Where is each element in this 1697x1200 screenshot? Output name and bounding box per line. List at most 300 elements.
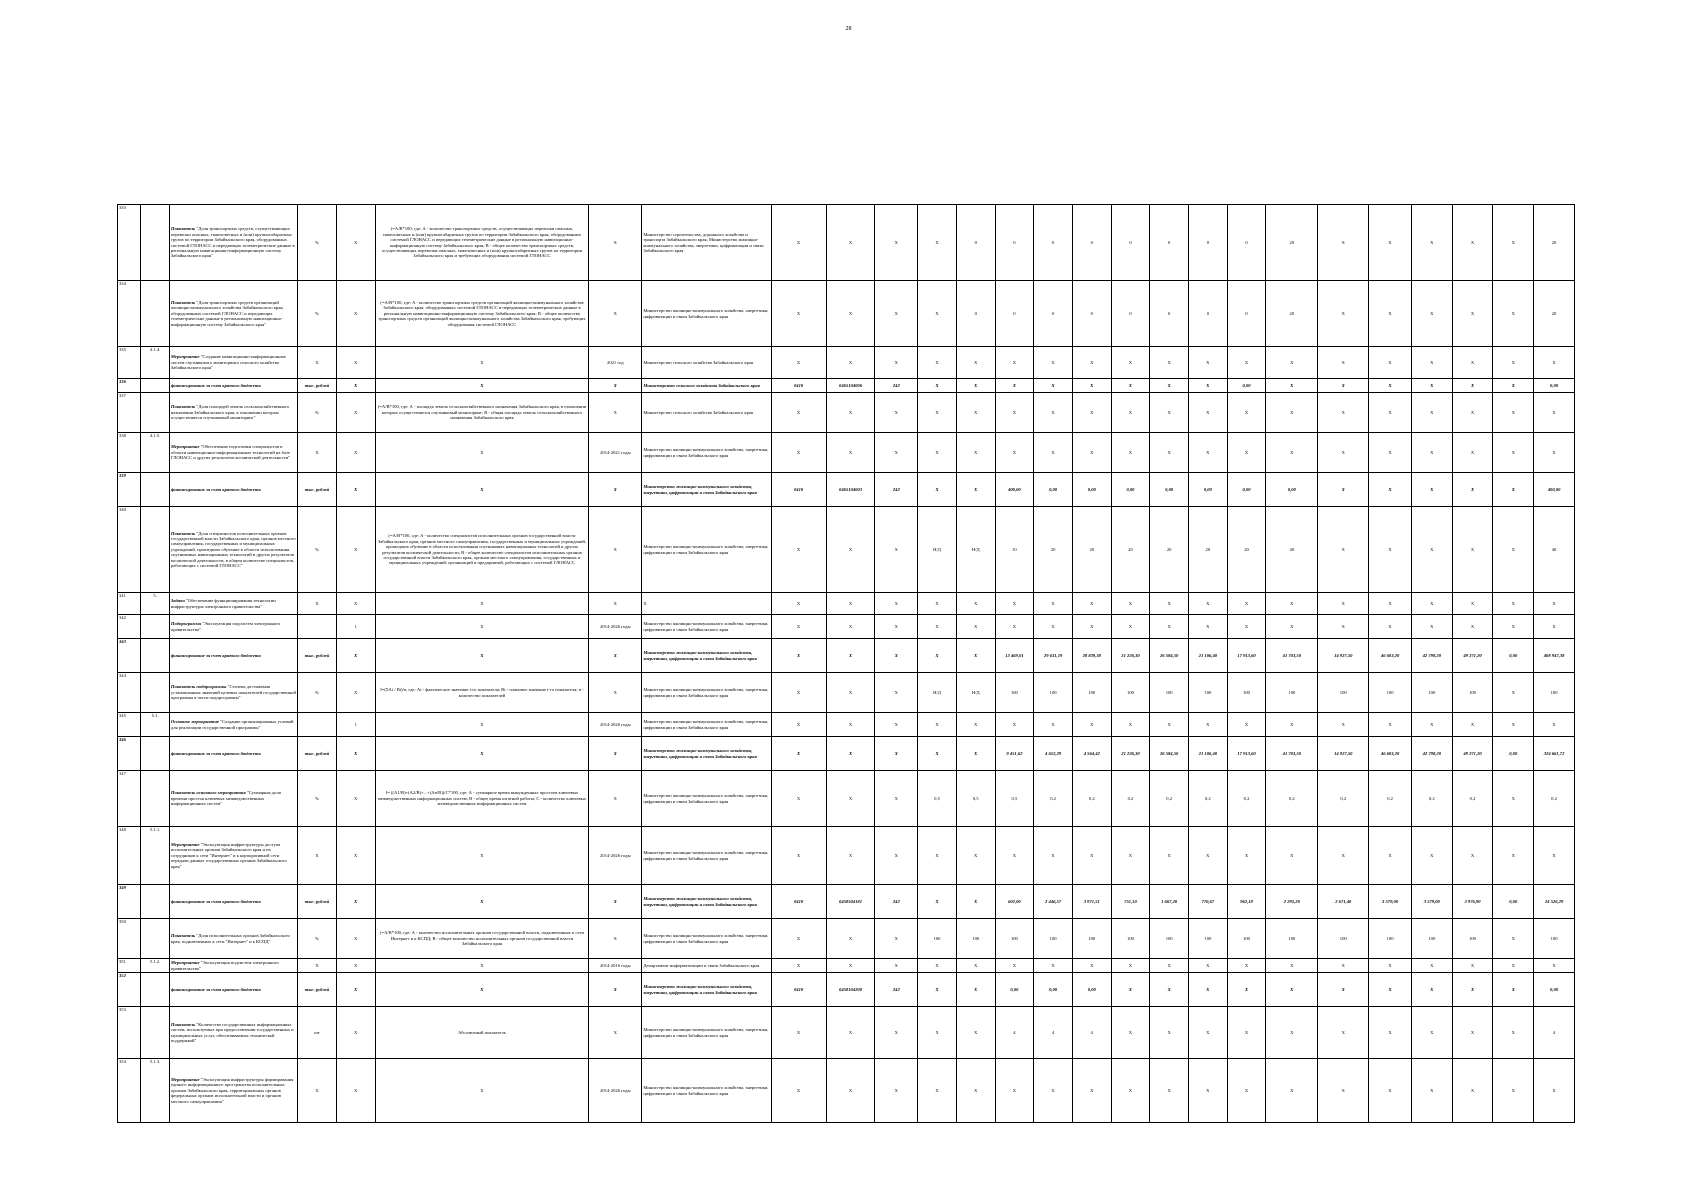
- value-cell: 26 584,50: [1150, 737, 1189, 771]
- period-cell: Х: [589, 919, 642, 959]
- value-cell: Х: [1534, 713, 1575, 737]
- value-cell: Х: [995, 615, 1034, 639]
- value-cell: Х: [1034, 959, 1073, 973]
- value-cell: 0,00: [1227, 473, 1266, 507]
- value-cell: Х: [771, 593, 826, 615]
- weight-cell: Х: [336, 507, 375, 593]
- value-cell: Х: [995, 713, 1034, 737]
- value-cell: Х: [1189, 379, 1228, 393]
- value-cell: Х: [1369, 473, 1412, 507]
- value-cell: Х: [771, 673, 826, 713]
- value-cell: Х: [826, 959, 875, 973]
- period-cell: Х: [589, 473, 642, 507]
- value-cell: Х: [1493, 507, 1534, 593]
- value-cell: Х: [918, 433, 957, 473]
- table-row: [118, 393, 1575, 433]
- value-cell: Х: [1411, 433, 1452, 473]
- value-cell: Х: [771, 737, 826, 771]
- formula-cell: (=А/В*100, где: А - площадь земель сельскохозяйственного назначения Забайкальского края, в отношении которых осуществляется спутниковый мониторинг; В - общая площадь земель сельскохозяйственного назначения Забайкальского края: [375, 393, 589, 433]
- value-cell: 2 671,40: [1318, 885, 1369, 919]
- value-cell: 24 526,29: [1534, 885, 1575, 919]
- row-name-cell: [169, 473, 297, 507]
- value-cell: Х: [1369, 347, 1412, 379]
- unit-cell: %: [298, 281, 337, 347]
- row-code-cell: [141, 737, 170, 771]
- weight-cell: Х: [336, 827, 375, 885]
- value-cell: Х: [1411, 827, 1452, 885]
- row-code-cell: [141, 1007, 170, 1059]
- row-type-label: Показатель: [170, 404, 196, 410]
- value-cell: Х: [826, 673, 875, 713]
- table-row: [118, 593, 1575, 615]
- value-cell: Х: [875, 507, 918, 593]
- row-number-cell: 342: [118, 615, 141, 639]
- formula-cell: Х: [375, 1059, 589, 1123]
- value-cell: 100: [1318, 673, 1369, 713]
- formula-cell: (=А/В*100, где: А - количество транспортных средств организаций жилищно-коммунального хозяйства Забайкальского края, оборудованных системой ГЛОНАСС и передающих телеметрические данные в региональную навигационно-информационную систему Забайкальского края; В - общее количество транспортных средств организаций жилищно-коммунального хозяйства Забайкальского края, требующих оборудования системой ГЛОНАСС: [375, 281, 589, 347]
- value-cell: Х: [771, 347, 826, 379]
- value-cell: 20: [1189, 507, 1228, 593]
- weight-cell: Х: [336, 673, 375, 713]
- value-cell: Х: [1034, 379, 1073, 393]
- value-cell: 21 226,30: [1111, 737, 1150, 771]
- value-cell: Х: [918, 1007, 957, 1059]
- table-row: [118, 639, 1575, 673]
- value-cell: Х: [1318, 205, 1369, 281]
- row-type-label: финансирование за счет краевого бюджета: [170, 898, 261, 904]
- value-cell: 29 631,19: [1034, 639, 1073, 673]
- formula-cell: Х: [375, 827, 589, 885]
- value-cell: Х: [1111, 393, 1150, 433]
- period-cell: 2021 год: [589, 347, 642, 379]
- value-cell: Х: [1189, 973, 1228, 1007]
- value-cell: 20: [1150, 507, 1189, 593]
- row-name-cell: [169, 615, 297, 639]
- value-cell: 0: [956, 205, 995, 281]
- table-row: [118, 713, 1575, 737]
- weight-cell: Х: [336, 1007, 375, 1059]
- value-cell: Х: [1150, 393, 1189, 433]
- unit-cell: %: [298, 919, 337, 959]
- value-cell: Х: [1493, 673, 1534, 713]
- value-cell: Х: [1369, 507, 1412, 593]
- value-cell: 0: [1227, 281, 1266, 347]
- formula-cell: Х: [375, 379, 589, 393]
- value-cell: Х: [1318, 973, 1369, 1007]
- responsible-cell: Министерство жилищно-коммунального хозяйства, энергетики, цифровизации и связи Забайкальского края: [642, 713, 771, 737]
- value-cell: Х: [1111, 347, 1150, 379]
- unit-cell: %: [298, 507, 337, 593]
- row-type-label: Показатель: [170, 299, 196, 305]
- row-name-text: "Создание организационных условий для реализации государственной программы": [170, 719, 294, 730]
- row-number-cell: 347: [118, 771, 141, 827]
- responsible-cell: Министерство жилищно-коммунального хозяйства, энергетики, цифровизации и связи Забайкальского края: [642, 1007, 771, 1059]
- value-cell: Х: [875, 771, 918, 827]
- value-cell: Х: [1534, 433, 1575, 473]
- value-cell: 17 913,60: [1227, 639, 1266, 673]
- value-cell: 20: [1534, 281, 1575, 347]
- value-cell: 751,10: [1111, 885, 1150, 919]
- value-cell: 100: [1452, 673, 1493, 713]
- value-cell: 100: [1111, 673, 1150, 713]
- row-type-label: Показатель: [170, 1021, 196, 1027]
- value-cell: Х: [956, 959, 995, 973]
- row-code-cell: 5.1.: [141, 713, 170, 737]
- value-cell: 0410: [771, 379, 826, 393]
- value-cell: Х: [995, 827, 1034, 885]
- value-cell: Х: [918, 1059, 957, 1123]
- value-cell: 2 295,20: [1266, 885, 1318, 919]
- unit-cell: Х: [298, 959, 337, 973]
- row-number-cell: 350: [118, 919, 141, 959]
- value-cell: Х: [1266, 713, 1318, 737]
- value-cell: Х: [1189, 1007, 1228, 1059]
- value-cell: Х: [1318, 827, 1369, 885]
- value-cell: Х: [1150, 433, 1189, 473]
- row-name-cell: [169, 827, 297, 885]
- value-cell: 100: [1189, 673, 1228, 713]
- value-cell: Х: [1452, 347, 1493, 379]
- formula-cell: Х: [375, 347, 589, 379]
- value-cell: Х: [1227, 973, 1266, 1007]
- value-cell: Х: [1452, 615, 1493, 639]
- value-cell: Х: [1227, 713, 1266, 737]
- period-cell: 2014-2016 годы: [589, 959, 642, 973]
- row-name-cell: [169, 379, 297, 393]
- value-cell: 0,2: [1452, 771, 1493, 827]
- value-cell: 40: [1534, 507, 1575, 593]
- value-cell: Х: [1534, 347, 1575, 379]
- value-cell: Х: [1452, 1059, 1493, 1123]
- value-cell: 100: [1411, 919, 1452, 959]
- period-cell: Х: [589, 973, 642, 1007]
- value-cell: Х: [1534, 827, 1575, 885]
- value-cell: Х: [956, 1007, 995, 1059]
- responsible-cell: Министерство жилищно-коммунального хозяйства, энергетики, цифровизации и связи Забайкальского края: [642, 827, 771, 885]
- unit-cell: Х: [298, 1059, 337, 1123]
- value-cell: 49 271,20: [1452, 737, 1493, 771]
- value-cell: Х: [956, 615, 995, 639]
- value-cell: Х: [1452, 473, 1493, 507]
- value-cell: Х: [1534, 1059, 1575, 1123]
- responsible-cell: Министерство жилищно-коммунального хозяйства, энергетики, цифровизации и связи Забайкальского края: [642, 615, 771, 639]
- value-cell: Х: [1411, 473, 1452, 507]
- row-number-cell: 346: [118, 737, 141, 771]
- weight-cell: Х: [336, 919, 375, 959]
- value-cell: Х: [918, 473, 957, 507]
- value-cell: Х: [1493, 205, 1534, 281]
- value-cell: Х: [1227, 959, 1266, 973]
- responsible-cell: Министерство жилищно-коммунального хозяйства, энергетики, цифровизации и связи Забайкальского края: [642, 919, 771, 959]
- value-cell: Х: [1266, 433, 1318, 473]
- value-cell: Х: [1318, 593, 1369, 615]
- value-cell: 0,2: [1266, 771, 1318, 827]
- value-cell: 0: [1034, 205, 1073, 281]
- value-cell: Х: [1034, 433, 1073, 473]
- value-cell: 400,00: [995, 473, 1034, 507]
- table-row: [118, 379, 1575, 393]
- row-name-cell: [169, 205, 297, 281]
- row-name-text: "Эксплуатация подсистем электронного правительства": [170, 960, 279, 971]
- value-cell: Х: [1034, 593, 1073, 615]
- row-code-cell: 4.1.5.: [141, 433, 170, 473]
- value-cell: Х: [875, 713, 918, 737]
- row-number-cell: 338: [118, 433, 141, 473]
- row-number-cell: 348: [118, 827, 141, 885]
- value-cell: Х: [1369, 615, 1412, 639]
- value-cell: Х: [1034, 615, 1073, 639]
- formula-cell: Х: [375, 737, 589, 771]
- value-cell: Х: [1150, 379, 1189, 393]
- table-row: [118, 885, 1575, 919]
- value-cell: 0410: [771, 473, 826, 507]
- value-cell: Х: [1227, 593, 1266, 615]
- value-cell: Х: [1411, 379, 1452, 393]
- value-cell: Х: [1452, 379, 1493, 393]
- value-cell: Х: [771, 281, 826, 347]
- value-cell: 0410: [771, 885, 826, 919]
- value-cell: Х: [1111, 973, 1150, 1007]
- row-number-cell: 335: [118, 347, 141, 379]
- unit-cell: [298, 615, 337, 639]
- value-cell: 20: [1072, 507, 1111, 593]
- value-cell: Х: [771, 507, 826, 593]
- responsible-cell: Министерство жилищно-коммунального хозяйства, энергетики, цифровизации и связи Забайкальского края: [642, 885, 771, 919]
- value-cell: Х: [1452, 433, 1493, 473]
- row-type-label: Подпрограмма: [170, 621, 202, 627]
- value-cell: Х: [1369, 205, 1412, 281]
- responsible-cell: Министерство жилищно-коммунального хозяйства, энергетики, цифровизации и связи Забайкальского края: [642, 737, 771, 771]
- period-cell: 2014-2026 годы: [589, 615, 642, 639]
- row-name-cell: [169, 771, 297, 827]
- value-cell: Х: [1411, 347, 1452, 379]
- value-cell: 14 927,50: [1318, 639, 1369, 673]
- row-code-cell: [141, 673, 170, 713]
- value-cell: 40: [1266, 507, 1318, 593]
- value-cell: 100: [1227, 919, 1266, 959]
- row-type-label: Основное мероприятие: [170, 719, 219, 725]
- row-type-label: Задача: [170, 598, 185, 604]
- value-cell: Х: [826, 281, 875, 347]
- period-cell: Х: [589, 281, 642, 347]
- value-cell: Х: [1493, 593, 1534, 615]
- value-cell: Х: [1411, 973, 1452, 1007]
- period-cell: 2014-2026 годы: [589, 713, 642, 737]
- unit-cell: %: [298, 673, 337, 713]
- formula-cell: (=А/В*100, где: А - количество исполнительных органов государственной власти, подключенных к сети Интернет и к КСПД; В - общее количество исполнительных органов государственной власти Забайкальского края: [375, 919, 589, 959]
- value-cell: Х: [771, 1059, 826, 1123]
- responsible-cell: Министерство жилищно-коммунального хозяйства, энергетики, цифровизации и связи Забайкальского края: [642, 771, 771, 827]
- value-cell: 0,00: [1493, 639, 1534, 673]
- value-cell: Х: [1411, 615, 1452, 639]
- value-cell: Х: [1034, 713, 1073, 737]
- value-cell: 4 652,29: [1034, 737, 1073, 771]
- value-cell: Х: [875, 393, 918, 433]
- value-cell: Х: [1318, 615, 1369, 639]
- value-cell: Х: [1111, 593, 1150, 615]
- value-cell: Х: [1150, 973, 1189, 1007]
- row-type-label: Показатель подпрограммы: [170, 684, 227, 690]
- value-cell: 100: [1369, 919, 1412, 959]
- weight-cell: Х: [336, 281, 375, 347]
- row-name-text: "Доля площадей земель сельскохозяйственного назначения Забайкальского края, в отношении которых осуществляется спутниковый мониторинг": [170, 404, 290, 421]
- value-cell: 0,2: [1369, 771, 1412, 827]
- value-cell: Х: [1266, 593, 1318, 615]
- value-cell: Х: [1493, 713, 1534, 737]
- responsible-cell: Министерство жилищно-коммунального хозяйства, энергетики, цифровизации и связи Забайкальского края: [642, 281, 771, 347]
- row-code-cell: [141, 205, 170, 281]
- value-cell: Х: [1034, 1059, 1073, 1123]
- value-cell: Х: [1534, 615, 1575, 639]
- value-cell: Х: [1411, 205, 1452, 281]
- period-cell: Х: [589, 507, 642, 593]
- weight-cell: Х: [336, 205, 375, 281]
- row-type-label: Показатель: [170, 933, 196, 939]
- value-cell: 0,00: [1266, 473, 1318, 507]
- value-cell: Х: [1227, 393, 1266, 433]
- row-code-cell: 5.: [141, 593, 170, 615]
- row-name-text: "Суммарная доля времени простоя ключевых межведомственных информационных систем": [170, 790, 281, 807]
- formula-cell: I=(ΣАi / Вi)/n, где: Аi - фактическое значение i-го показателя; Вi - плановое значение i-го показателя; n - количество показателей: [375, 673, 589, 713]
- period-cell: Х: [589, 393, 642, 433]
- value-cell: 100: [995, 673, 1034, 713]
- row-name-cell: [169, 673, 297, 713]
- value-cell: Х: [1318, 1007, 1369, 1059]
- value-cell: 20: [1534, 205, 1575, 281]
- value-cell: Х: [1072, 347, 1111, 379]
- value-cell: Х: [826, 1007, 875, 1059]
- value-cell: Х: [875, 1007, 918, 1059]
- row-name-text: "Доля транспортных средств, осуществляющих перевозки опасных, тяжеловесных и (или) крупногабаритных грузов по территории Забайкальского края, оборудованных системой ГЛОНАСС и передающих телеметрические данные в региональную навигационно-информационную систему Забайкальского края": [170, 226, 295, 259]
- row-name-text: "Эксплуатация инфраструктуры доступа исполнительных органов Забайкальского края и их сотрудников к сети "Интернет" и к корпоративной сети передачи данных государственных органов Забайкальского края": [170, 841, 287, 869]
- row-number-cell: 345: [118, 713, 141, 737]
- value-cell: Х: [826, 919, 875, 959]
- row-code-cell: 5.1.3.: [141, 1059, 170, 1123]
- value-cell: 0,00: [1493, 737, 1534, 771]
- unit-cell: тыс. рублей: [298, 473, 337, 507]
- value-cell: Х: [1189, 433, 1228, 473]
- weight-cell: Х: [336, 959, 375, 973]
- value-cell: Х: [875, 281, 918, 347]
- value-cell: 0: [1227, 205, 1266, 281]
- responsible-cell: Департамент информатизации и связи Забайкальского края: [642, 959, 771, 973]
- value-cell: Х: [826, 639, 875, 673]
- value-cell: Х: [1411, 281, 1452, 347]
- value-cell: Х: [918, 885, 957, 919]
- value-cell: Х: [918, 827, 957, 885]
- table-row: [118, 919, 1575, 959]
- value-cell: Х: [1034, 347, 1073, 379]
- value-cell: 20: [1266, 205, 1318, 281]
- row-name-cell: [169, 281, 297, 347]
- value-cell: Х: [1318, 281, 1369, 347]
- value-cell: 0,00: [1189, 473, 1228, 507]
- row-number-cell: 354: [118, 1059, 141, 1123]
- value-cell: Х: [995, 379, 1034, 393]
- value-cell: Х: [1493, 615, 1534, 639]
- period-cell: 2014-2026 годы: [589, 827, 642, 885]
- unit-cell: %: [298, 393, 337, 433]
- row-code-cell: [141, 473, 170, 507]
- value-cell: Х: [918, 205, 957, 281]
- value-cell: 21 106,40: [1189, 737, 1228, 771]
- period-cell: Х: [589, 673, 642, 713]
- value-cell: 100: [1227, 673, 1266, 713]
- row-name-cell: [169, 919, 297, 959]
- value-cell: Х: [1111, 713, 1150, 737]
- value-cell: Х: [1072, 593, 1111, 615]
- value-cell: Х: [1493, 959, 1534, 973]
- value-cell: Х: [1227, 827, 1266, 885]
- value-cell: Х: [826, 593, 875, 615]
- value-cell: 0465104006: [826, 379, 875, 393]
- value-cell: 0,2: [1111, 771, 1150, 827]
- value-cell: Х: [1452, 205, 1493, 281]
- row-number-cell: 341: [118, 593, 141, 615]
- row-type-label: финансирование за счет краевого бюджета: [170, 750, 261, 756]
- unit-cell: Х: [298, 433, 337, 473]
- value-cell: Х: [995, 593, 1034, 615]
- value-cell: Х: [875, 205, 918, 281]
- value-cell: Х: [956, 713, 995, 737]
- row-name-cell: [169, 973, 297, 1007]
- row-name-text: "Доля транспортных средств организаций жилищно-коммунального хозяйства Забайкальского края, оборудованных системой ГЛОНАСС и передающих телеметрические данные в региональную навигационно-информационную систему Забайкальского края": [170, 299, 284, 327]
- value-cell: 0,5: [995, 771, 1034, 827]
- value-cell: 242: [875, 379, 918, 393]
- value-cell: 0,2: [1318, 771, 1369, 827]
- row-name-text: "Обеспечение подготовки специалистов в области навигационно-информационных технологий на базе ГЛОНАСС и других результатов космической деятельности": [170, 444, 290, 461]
- row-name-cell: [169, 593, 297, 615]
- value-cell: Х: [1493, 771, 1534, 827]
- value-cell: Х: [771, 919, 826, 959]
- value-cell: Х: [1072, 393, 1111, 433]
- value-cell: 100: [1150, 919, 1189, 959]
- formula-cell: Х: [375, 615, 589, 639]
- period-cell: Х: [589, 885, 642, 919]
- responsible-cell: Министерство сельского хозяйства Забайкальского края: [642, 379, 771, 393]
- value-cell: Х: [1189, 347, 1228, 379]
- value-cell: Х: [826, 507, 875, 593]
- responsible-cell: Министерство сельского хозяйства Забайкальского края: [642, 347, 771, 379]
- row-name-cell: [169, 507, 297, 593]
- row-type-label: Мероприятие: [170, 960, 200, 966]
- value-cell: Х: [956, 379, 995, 393]
- value-cell: Н/Д: [918, 673, 957, 713]
- value-cell: Х: [1369, 973, 1412, 1007]
- value-cell: Х: [1493, 473, 1534, 507]
- weight-cell: 1: [336, 713, 375, 737]
- value-cell: 0,00: [1493, 885, 1534, 919]
- value-cell: Х: [1034, 393, 1073, 433]
- row-name-text: "Эксплуатация инфраструктуры формирования единого информационного пространства исполнительных органов Забайкальского края, территориальных органов федеральных органов исполнительной власти и органов местного самоуправления": [170, 1076, 294, 1104]
- value-cell: 0,00: [1034, 973, 1073, 1007]
- responsible-cell: Министерство жилищно-коммунального хозяйства, энергетики, цифровизации и связи Забайкальского края: [642, 673, 771, 713]
- weight-cell: 1: [336, 615, 375, 639]
- value-cell: Х: [826, 433, 875, 473]
- period-cell: Х: [589, 205, 642, 281]
- value-cell: Х: [1493, 973, 1534, 1007]
- value-cell: Х: [1369, 433, 1412, 473]
- value-cell: Х: [771, 713, 826, 737]
- row-name-text: "Доля исполнительных органов Забайкальского края, подключенных к сети "Интернет" и к КСПД": [170, 933, 290, 944]
- table-row: [118, 973, 1575, 1007]
- value-cell: Х: [1452, 593, 1493, 615]
- value-cell: 100: [1072, 919, 1111, 959]
- row-number-cell: 343: [118, 639, 141, 673]
- unit-cell: %: [298, 205, 337, 281]
- value-cell: Х: [1369, 713, 1412, 737]
- value-cell: Х: [1072, 827, 1111, 885]
